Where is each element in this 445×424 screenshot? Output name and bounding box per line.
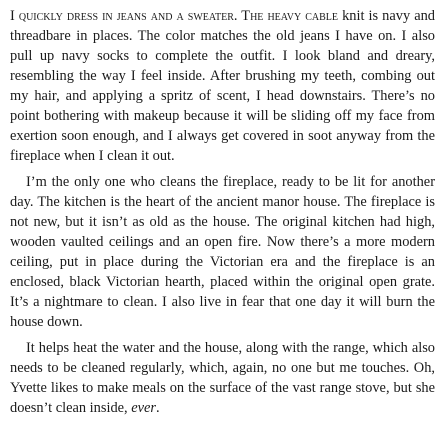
paragraph-3 — [10, 338, 435, 418]
paragraph-2 — [10, 172, 435, 332]
paragraph-1 — [10, 6, 435, 166]
paragraph-3-body: It helps heat the water and the house, along with the range, which also needs to be cleaned regularly, which, again, no one but me touches. Oh, Yvette likes to make meals on the surface of the vast range stove, but she doesn’t clean inside, — [10, 340, 435, 416]
paragraph-1-body: knit is navy and threadbare in places. The color matches the old jeans I have on. I also pull up navy socks to complete the outfit. I look bland and dreary, resembling the way I feel inside. After brushing my teeth, combing out my hair, and applying a spritz of scent, I head downstairs. There’s no point bothering with makeup because it will be sliding off my face from exertion soon enough, and I always get covered in soot anyway from the fireplace when I clean it out. — [10, 8, 435, 164]
paragraph-3-tail: . — [156, 400, 160, 416]
paragraph-3-emphasis: ever — [131, 400, 156, 416]
document-page — [10, 6, 435, 424]
paragraph-1-lead: I quickly dress in jeans and a sweater. The heavy cable — [10, 8, 339, 24]
paragraph-2-body: I’m the only one who cleans the fireplace, ready to be lit for another day. The kitchen is the heart of the ancient manor house. The fireplace is not new, but it isn’t as old as the house. The original kitchen had high, wooden vaulted ceilings and an open fire. Now there’s a more modern ceiling, put in place during the Victorian era and the fireplace is an enclosed, black Victorian hearth, placed within the original open grate. It’s a nightmare to clean. I also live in fear that one day it will burn the house down. — [10, 174, 435, 330]
